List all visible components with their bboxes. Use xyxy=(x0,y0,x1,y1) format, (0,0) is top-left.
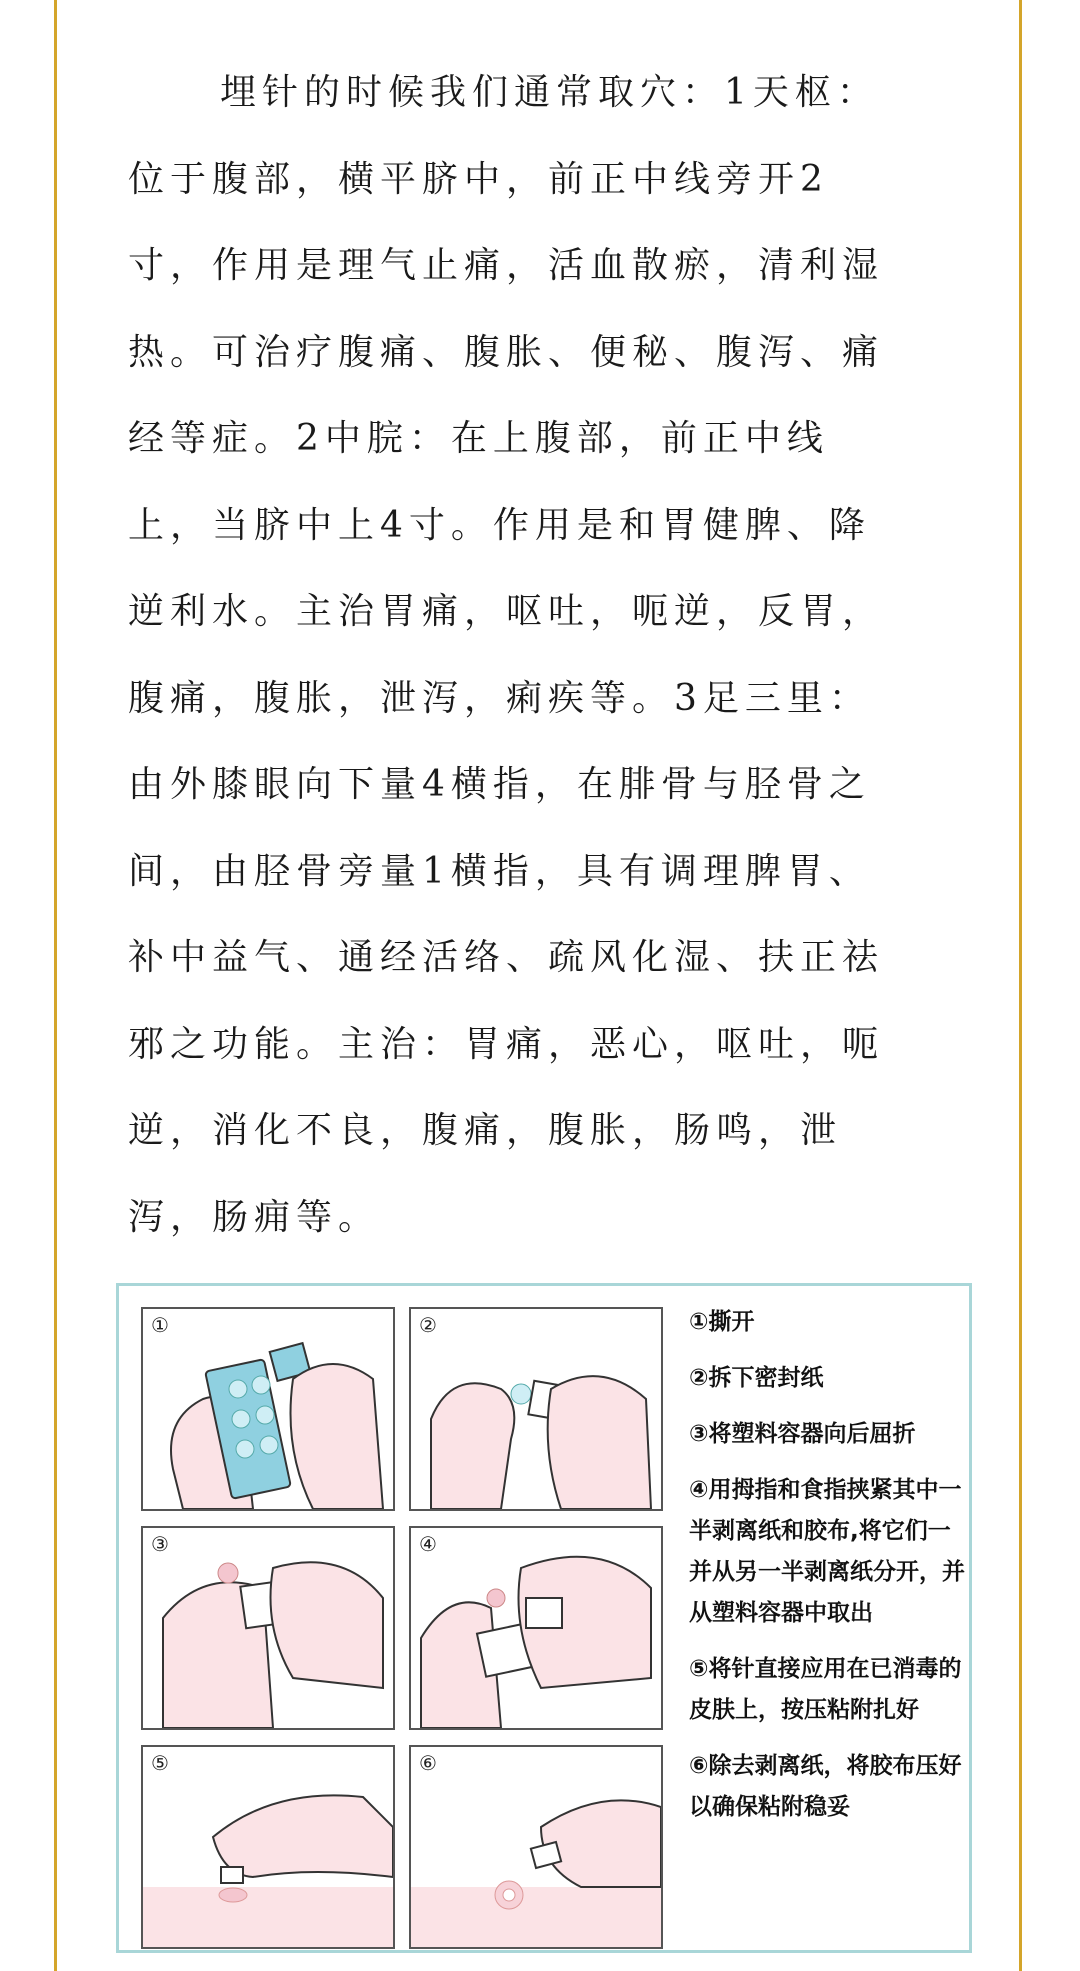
text-line: 位于腹部，横平脐中，前正中线旁开2 xyxy=(128,158,829,200)
text-line: 热。可治疗腹痛、腹胀、便秘、腹泻、痛 xyxy=(128,331,885,373)
panel-step-6 xyxy=(409,1745,663,1949)
text-line: 经等症。2中脘：在上腹部，前正中线 xyxy=(128,418,829,459)
text-line: 逆，消化不良，腹痛，腹胀，肠鸣，泄 xyxy=(128,1110,843,1151)
text-line: 补中益气、通经活络、疏风化湿、扶正祛 xyxy=(128,937,885,978)
fold-container-illustration xyxy=(143,1528,395,1730)
panel-number: ④ xyxy=(419,1532,437,1556)
panel-step-4 xyxy=(409,1526,663,1730)
panel-number: ① xyxy=(151,1313,169,1337)
pinch-remove-illustration xyxy=(411,1528,663,1730)
left-border-line xyxy=(54,0,57,1971)
right-border-line xyxy=(1019,0,1022,1971)
text-line: 邪之功能。主治：胃痛，恶心，呕吐，呃 xyxy=(128,1023,885,1065)
panel-number: ⑥ xyxy=(419,1751,437,1775)
article-text xyxy=(128,50,958,1261)
panel-step-2 xyxy=(409,1307,663,1511)
peel-sheet-illustration xyxy=(143,1309,395,1511)
instruction-illustration xyxy=(116,1283,972,1953)
panel-step-1 xyxy=(141,1307,395,1511)
remove-seal-illustration xyxy=(411,1309,663,1511)
panel-step-5 xyxy=(141,1745,395,1949)
panel-number: ⑤ xyxy=(151,1751,169,1775)
apply-needle-illustration xyxy=(143,1747,395,1949)
step-1-text: ①撕开 xyxy=(689,1309,755,1335)
panel-number: ② xyxy=(419,1313,437,1337)
instruction-steps xyxy=(689,1302,969,1843)
text-line: 逆利水。主治胃痛，呕吐，呃逆，反胃， xyxy=(128,591,885,632)
text-line: 泻，肠痈等。 xyxy=(128,1196,381,1238)
panel-step-3 xyxy=(141,1526,395,1730)
step-3-text: ③将塑料容器向后屈折 xyxy=(689,1421,916,1447)
text-line: 上，当脐中上4寸。作用是和胃健脾、降 xyxy=(128,504,871,546)
step-2-text: ②拆下密封纸 xyxy=(689,1365,824,1391)
text-line: 寸，作用是理气止痛，活血散瘀，清利湿 xyxy=(128,245,885,286)
text-line: 埋针的时候我们通常取穴：1天枢： xyxy=(220,72,879,113)
text-line: 由外膝眼向下量4横指，在腓骨与胫骨之 xyxy=(128,764,871,805)
panel-number: ③ xyxy=(151,1532,169,1556)
text-line: 腹痛，腹胀，泄泻，痢疾等。3足三里： xyxy=(128,677,871,719)
step-6-text: ⑥除去剥离纸，将胶布压好以确保粘附稳妥 xyxy=(689,1753,962,1820)
press-patch-illustration xyxy=(411,1747,663,1949)
text-line: 间，由胫骨旁量1横指，具有调理脾胃、 xyxy=(128,850,871,892)
step-4-text: ④用拇指和食指挟紧其中一半剥离纸和胶布,将它们一并从另一半剥离纸分开，并从塑料容器中取出 xyxy=(689,1477,965,1626)
step-5-text: ⑤将针直接应用在已消毒的皮肤上，按压粘附扎好 xyxy=(689,1656,962,1723)
